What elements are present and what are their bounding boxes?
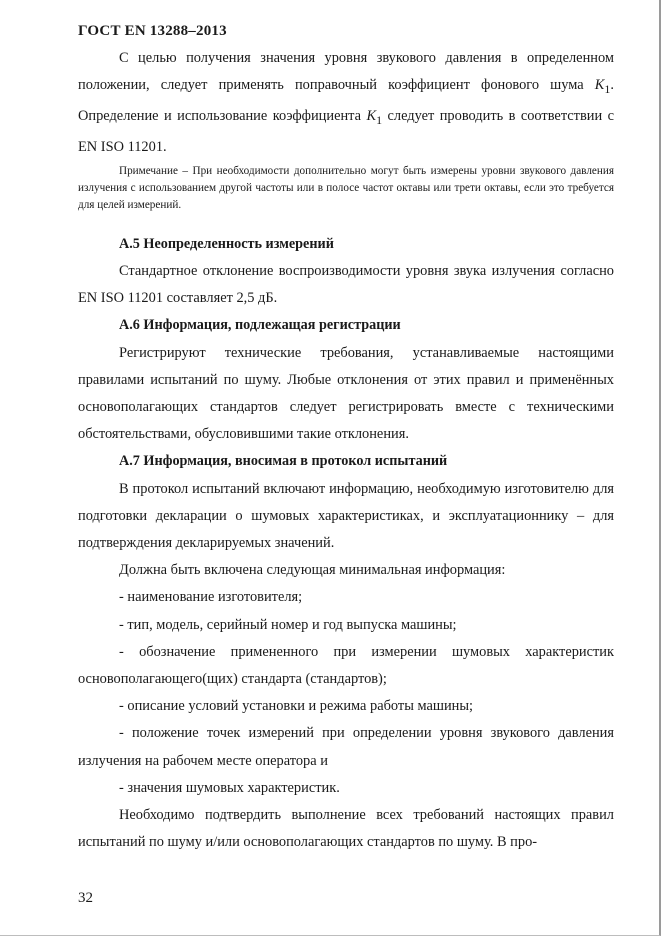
list-item: - описание условий установки и режима работы машины; <box>119 698 474 715</box>
paragraph-a5: Стандартное отклонение воспроизводимости уровня звука излучения согласно EN ISO 11201 составляет 2,5 дБ. <box>78 262 614 307</box>
section-heading-a6: А.6 Информация, подлежащая регистрации <box>119 317 401 334</box>
paragraph-a7: В протокол испытаний включают информацию, необходимую изготовителю для подготовки декларации о шумовых характеристиках, и эксплуатационнику – для подтверждения декларируемых значений. <box>78 480 614 552</box>
paragraph-correction-factor: С целью получения значения уровня звукового давления в определенном положении, следует применять поправочный коэффициент фонового шума $K_1$. Определение и использование коэффициента $K_1$ следует проводить в соответствии с EN ISO 11201. <box>78 50 614 156</box>
document-body <box>78 45 614 856</box>
list-item: - обозначение примененного при измерении шумовых характеристик основополагающего(щих) стандарта (стандартов); <box>78 643 614 688</box>
section-heading-a7: А.7 Информация, вносимая в протокол испытаний <box>119 453 448 470</box>
section-heading-a5: А.5 Неопределенность измерений <box>119 235 334 252</box>
paragraph-a6: Регистрируют технические требования, устанавливаемые настоящими правилами испытаний по шуму. Любые отклонения от этих правил и применённых основополагающих стандартов следует регистрировать вместе с техническими обстоятельствами, обусловившими такие отклонения. <box>78 344 614 443</box>
list-item: - положение точек измерений при определении уровня звукового давления излучения на рабочем месте оператора и <box>78 725 614 769</box>
list-item: - тип, модель, серийный номер и год выпуска машины; <box>119 616 457 633</box>
paragraph-final: Необходимо подтвердить выполнение всех требований настоящих правил испытаний по шуму и/или основополагающих стандартов по шуму. В про- <box>78 807 614 851</box>
list-item: - наименование изготовителя; <box>119 589 303 606</box>
note-paragraph: Примечание – При необходимости дополнительно могут быть измерены уровни звукового давления излучения с использованием другой частоты или в полосе частот октавы или трети октавы, если это требуется для целей измерений. <box>78 164 614 212</box>
list-intro: Должна быть включена следующая минимальная информация: <box>119 562 506 579</box>
page-number: 32 <box>78 890 93 906</box>
list-item: - значения шумовых характеристик. <box>119 779 340 796</box>
document-header: ГОСТ EN 13288–2013 <box>78 23 227 39</box>
